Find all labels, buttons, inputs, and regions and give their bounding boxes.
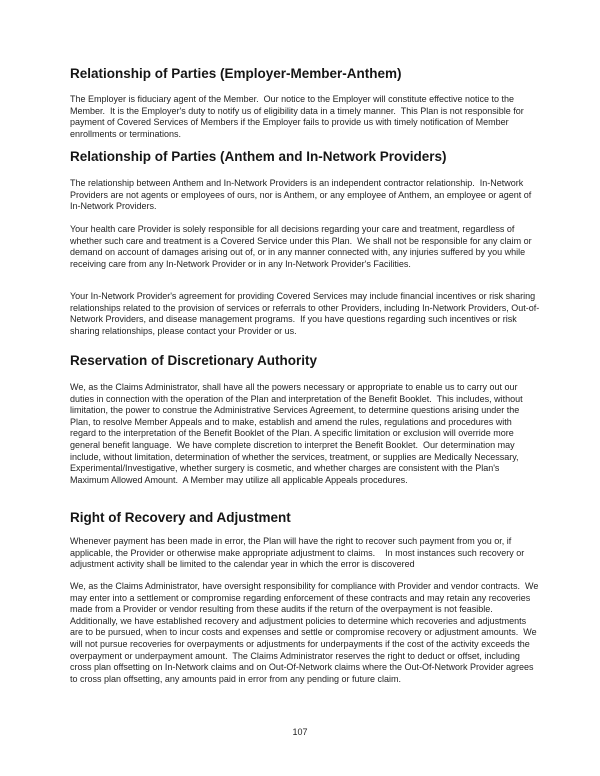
section-heading-relationship-employer-member-anthem: Relationship of Parties (Employer-Member-Anthem) [70, 66, 402, 81]
paragraph-oversight-responsibility: We, as the Claims Administrator, have oversight responsibility for compliance with Provider and vendor contracts. We may enter into a settlement or compromise regarding enforcement of these contracts and may retain any recoveries made from a Provider or vendor resulting from these audits if the return of the overpayment is not feasible. Additionally, we have established recovery and adjustment policies to determine which recoveries and adjustments are to be pursued, when to incur costs and expenses and settle or compromise recovery or adjustment amounts. We will not pursue recoveries for overpayments or adjustments for underpayments if the cost of the activity exceeds the overpayment or underpayment amount. The Claims Administrator reserves the right to deduct or offset, including cross plan offsetting on In-Network claims and on Out-Of-Network claims where the Out-Of-Network Provider agrees to cross plan offsetting, any amounts paid in error from any pending or future claim. [70, 581, 541, 684]
paragraph-financial-incentives: Your In-Network Provider's agreement for providing Covered Services may include financial incentives or risk sharing relationships related to the provision of services or referrals to other Providers, including In-Network Providers, Out-of-Network Providers, and disease management programs. If you have questions regarding such incentives or risk sharing relationships, please contact your Provider or us. [70, 291, 540, 336]
section-heading-right-of-recovery-adjustment: Right of Recovery and Adjustment [70, 510, 291, 525]
paragraph-claims-administrator-powers: We, as the Claims Administrator, shall have all the powers necessary or appropriate to enable us to carry out our duties in connection with the operation of the Plan and interpretation of the Benefit Booklet. This includes, without limitation, the power to construe the Administrative Services Agreement, to determine questions arising under the Plan, to resolve Member Appeals and to make, establish and amend the rules, regulations and procedures with regard to the interpretation of the Benefit Booklet of the Plan. A specific limitation or exclusion will override more general benefit language. We have complete discretion to interpret the Benefit Booklet. Our determination may include, without limitation, determination of whether the services, treatment, or supplies are Medically Necessary, Experimental/Investigative, whether surgery is cosmetic, and whether charges are consistent with the Plan's Maximum Allowed Amount. A Member may utilize all applicable Appeals procedures. [70, 382, 526, 485]
section-heading-relationship-anthem-in-network-providers: Relationship of Parties (Anthem and In-Network Providers) [70, 149, 447, 164]
page-number: 107 [292, 727, 308, 737]
paragraph-independent-contractor: The relationship between Anthem and In-Network Providers is an independent contractor relationship. In-Network Providers are not agents or employees of ours, nor is Anthem, or any employee of Anthem, an employee or agent of In-Network Providers. [70, 178, 534, 212]
paragraph-employer-fiduciary: The Employer is fiduciary agent of the Member. Our notice to the Employer will constitute effective notice to the Member. It is the Employer's duty to notify us of eligibility data in a timely manner. This Plan is not responsible for payment of Covered Services of Members if the Employer fails to provide us with timely notification of Member enrollments or terminations. [70, 94, 527, 139]
paragraph-provider-responsibility: Your health care Provider is solely responsible for all decisions regarding your care and treatment, regardless of whether such care and treatment is a Covered Service under this Plan. We shall not be responsible for any claim or demand on account of damages arising out of, or in any manner connected with, any injuries suffered by you while receiving care from any In-Network Provider or in any In-Network Provider's Facilities. [70, 224, 535, 269]
section-heading-reservation-discretionary-authority: Reservation of Discretionary Authority [70, 353, 318, 368]
paragraph-payment-in-error: Whenever payment has been made in error, the Plan will have the right to recover such payment from you or, if applicable, the Provider or otherwise make appropriate adjustment to claims. In most instances such recovery or adjustment activity shall be limited to the calendar year in which the error is discovered [70, 536, 527, 570]
